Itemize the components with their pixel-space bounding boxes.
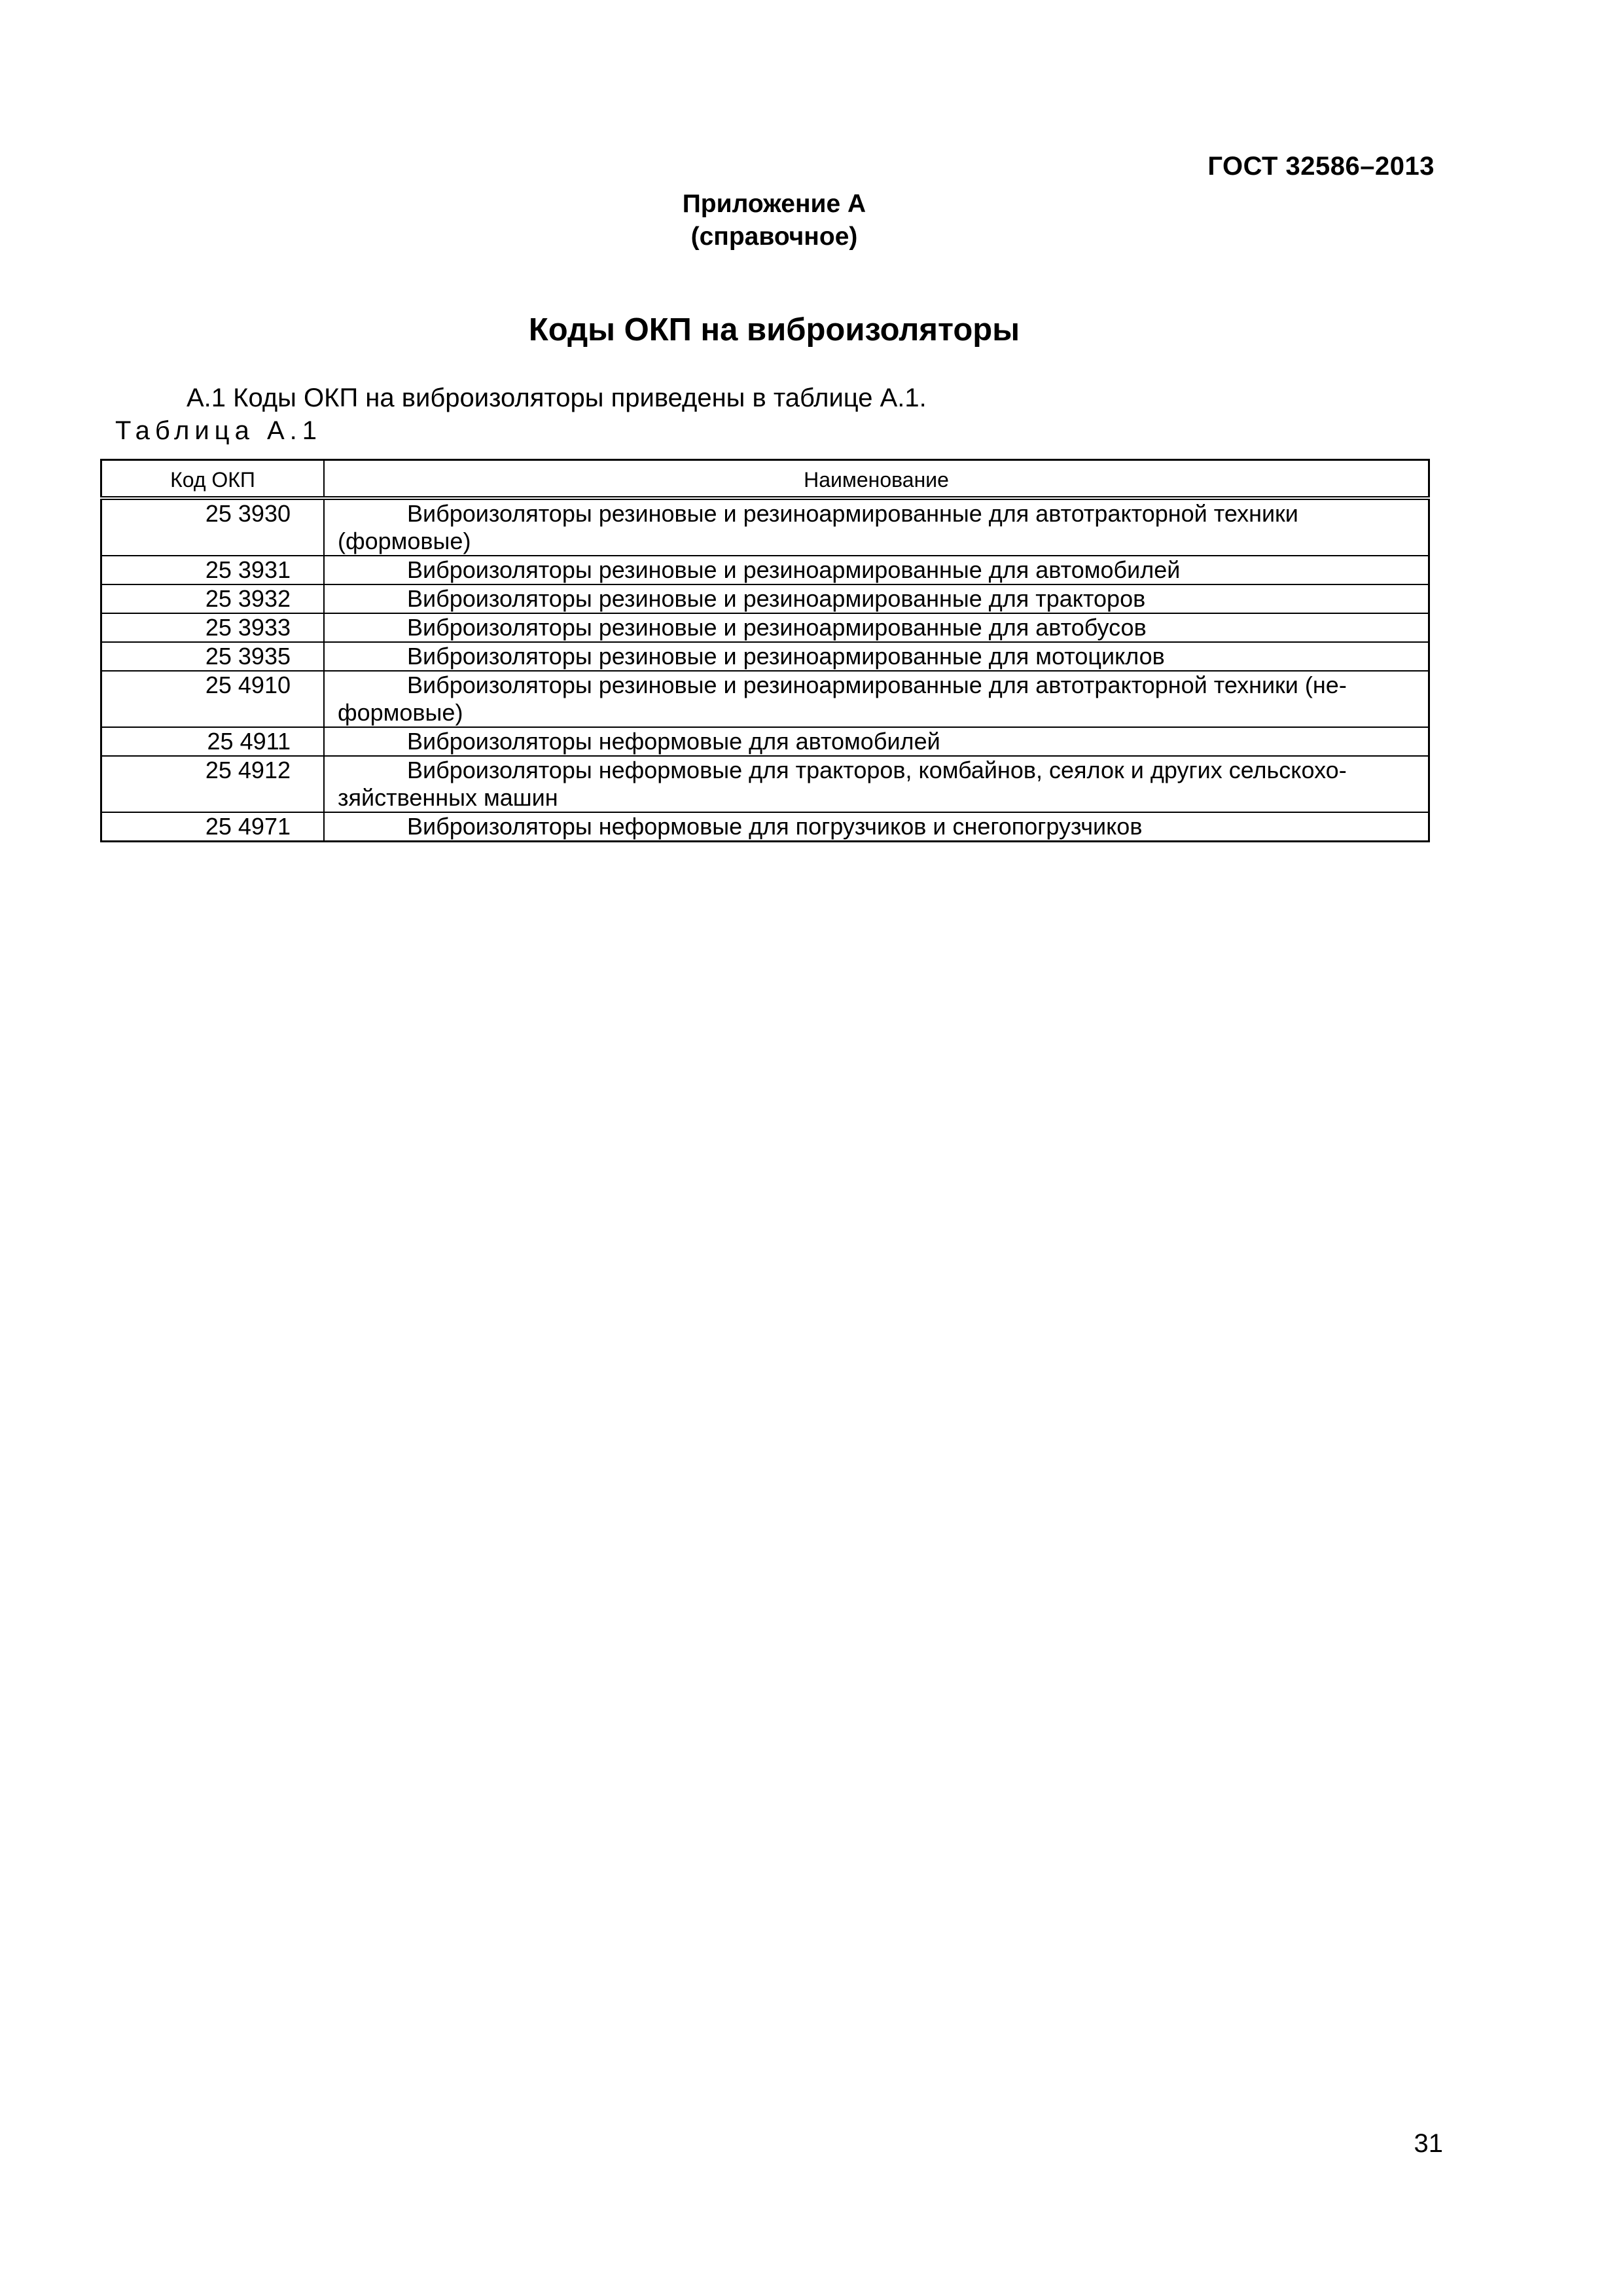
- section-title: Коды ОКП на виброизоляторы: [528, 312, 1020, 348]
- product-name: Виброизоляторы резиновые и резиноармированные для мотоциклов: [324, 642, 1429, 671]
- okp-code: 25 3931: [101, 556, 325, 584]
- product-name: Виброизоляторы неформовые для тракторов, комбайнов, сеялок и других сельскохозяйственных машин: [324, 756, 1429, 812]
- table-row: [101, 812, 1429, 842]
- product-name: Виброизоляторы неформовые для погрузчиков и снегопогрузчиков: [324, 812, 1429, 842]
- okp-code: 25 4911: [101, 727, 325, 756]
- table-row: [101, 642, 1429, 671]
- table-caption: Таблица А.1: [115, 416, 322, 445]
- column-header-code: Код ОКП: [101, 460, 325, 499]
- product-name: Виброизоляторы резиновые и резиноармированные для автотракторной техники (формовые): [324, 498, 1429, 556]
- product-name: Виброизоляторы резиновые и резиноармированные для тракторов: [324, 584, 1429, 613]
- appendix-label: Приложение А: [682, 190, 866, 218]
- table-row: [101, 756, 1429, 812]
- product-name: Виброизоляторы неформовые для автомобилей: [324, 727, 1429, 756]
- intro-paragraph: А.1 Коды ОКП на виброизоляторы приведены в таблице А.1.: [187, 384, 927, 412]
- table-row: [101, 671, 1429, 727]
- okp-code: 25 4912: [101, 756, 325, 812]
- standard-code: ГОСТ 32586–2013: [1207, 152, 1435, 181]
- table-row: [101, 498, 1429, 556]
- appendix-heading: [0, 188, 1548, 253]
- okp-code: 25 3933: [101, 613, 325, 642]
- okp-code: 25 4971: [101, 812, 325, 842]
- page-number: 31: [1414, 2129, 1443, 2158]
- okp-code: 25 3932: [101, 584, 325, 613]
- okp-code: 25 3930: [101, 498, 325, 556]
- product-name: Виброизоляторы резиновые и резиноармированные для автомобилей: [324, 556, 1429, 584]
- table-header-row: [101, 460, 1429, 499]
- product-name: Виброизоляторы резиновые и резиноармированные для автобусов: [324, 613, 1429, 642]
- okp-codes-table: [100, 459, 1430, 842]
- table-row: [101, 727, 1429, 756]
- table-row: [101, 556, 1429, 584]
- appendix-type: (справочное): [690, 223, 858, 251]
- table-row: [101, 584, 1429, 613]
- okp-code: 25 3935: [101, 642, 325, 671]
- product-name: Виброизоляторы резиновые и резиноармированные для автотракторной техники (неформовые): [324, 671, 1429, 727]
- okp-code: 25 4910: [101, 671, 325, 727]
- column-header-name: Наименование: [324, 460, 1429, 499]
- table-row: [101, 613, 1429, 642]
